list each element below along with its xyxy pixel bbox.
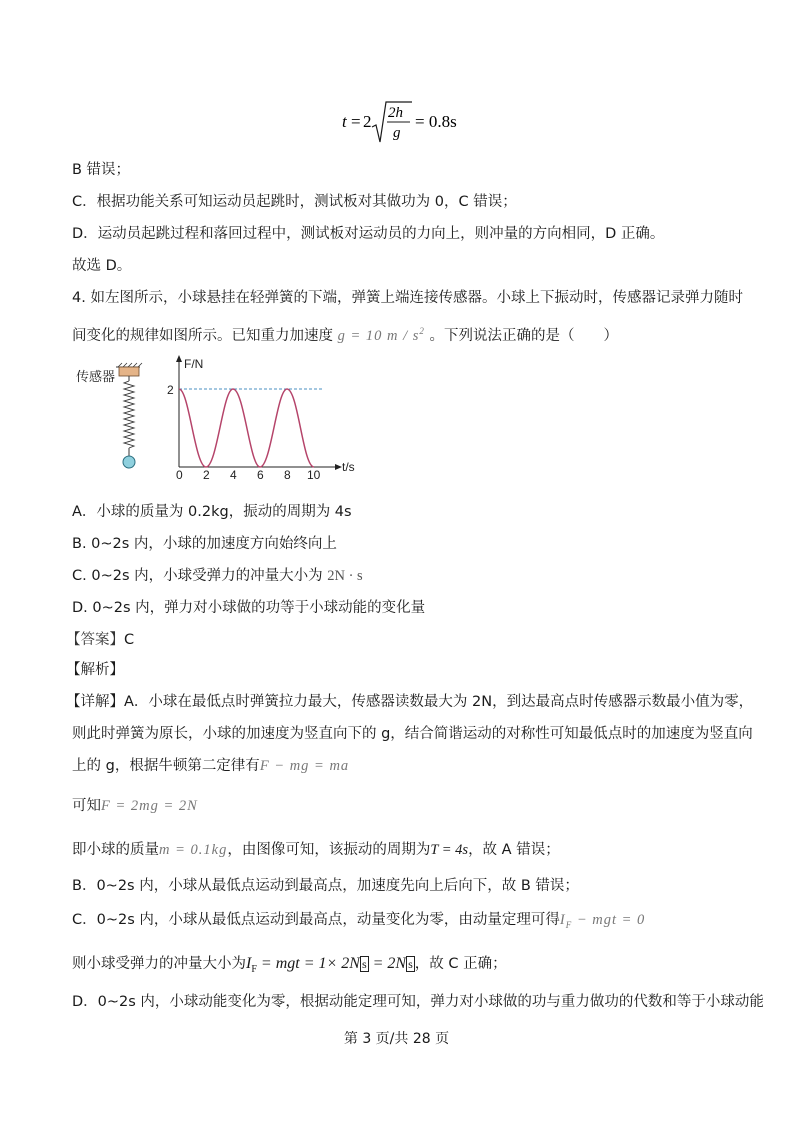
detail-line-7: C．0~2s 内，小球从最低点运动到最高点，动量变化为零，由动量定理可得$I_F$ − mgt = 0 xyxy=(72,912,646,930)
detail-line-6: B．0~2s 内，小球从最低点运动到最高点，加速度先向上后向下，故 B 错误； xyxy=(72,878,579,894)
analysis-label: 【解析】 xyxy=(66,662,124,678)
time-formula xyxy=(342,100,462,146)
x-tick-2: 2 xyxy=(203,468,210,480)
option-c-math: 2N · s xyxy=(327,568,363,584)
detail-line-3: 上的 g，根据牛顿第二定律有F − mg = ma xyxy=(72,758,350,774)
y-tick-2: 2 xyxy=(167,383,174,397)
detail-line-4: 可知F = 2mg = 2N xyxy=(72,798,198,814)
x-axis-label: t/s xyxy=(342,460,355,474)
mass-value: m = 0.1kg xyxy=(159,842,228,858)
x-tick-0: 0 xyxy=(176,468,183,480)
question-prompt: 。下列说法正确的是（ ） xyxy=(429,327,619,344)
answer-value: C xyxy=(124,632,135,648)
page-number: 第 3 页/共 28 页 xyxy=(343,1031,450,1047)
x-tick-6: 6 xyxy=(257,468,264,480)
option-b: B. 0~2s 内，小球的加速度方向始终向上 xyxy=(72,536,337,552)
option-a: A．小球的质量为 0.2kg，振动的周期为 4s xyxy=(72,504,352,520)
y-axis-label: F/N xyxy=(184,357,204,371)
b-wrong-text: B 错误； xyxy=(72,162,131,178)
question-text: 间变化的规律如图所示。已知重力加速度 xyxy=(72,327,333,344)
ball xyxy=(123,456,135,468)
formula-denominator: g xyxy=(393,125,401,141)
answer-label: 【答案】 xyxy=(66,632,124,648)
momentum-theorem: $I_F$ − mgt = 0 xyxy=(559,912,646,930)
formula-result: = 0.8s xyxy=(415,112,457,131)
d-explanation: D．运动员起跳过程和落回过程中，测试板对运动员的力向上，则冲量的方向相同，D 正确。 xyxy=(72,226,665,242)
formula-coef: 2 xyxy=(363,112,372,131)
y-axis-arrow xyxy=(176,355,182,362)
newton-second-law: F − mg = ma xyxy=(259,758,350,774)
x-tick-8: 8 xyxy=(284,468,291,480)
detail-line-8: 则小球受弹力的冲量大小为$I_F$ = mgt = 1× 2N s = 2N s ，故 C 正确； xyxy=(72,955,507,976)
spring-coil xyxy=(124,381,134,448)
question-4-line1: 4. 如左图所示，小球悬挂在轻弹簧的下端，弹簧上端连接传感器。小球上下振动时，传感器记录弹力随时 xyxy=(72,290,743,306)
gravity-value: g = 10 m / $s^2$ xyxy=(337,326,425,344)
answer-line xyxy=(66,630,134,650)
formula-eq: = xyxy=(351,112,361,131)
option-d: D. 0~2s 内，弹力对小球做的功等于小球动能的变化量 xyxy=(72,600,426,616)
formula-lhs: t xyxy=(342,112,347,131)
force-equation: F = 2mg = 2N xyxy=(101,798,198,814)
detail-line-9: D．0~2s 内，小球动能变化为零，根据动能定理可知，弹力对小球做的功与重力做功的代数和等于小球动能 xyxy=(72,994,764,1010)
formula-numerator: 2h xyxy=(388,105,403,121)
option-c-text: C. 0~2s 内，小球受弹力的冲量大小为 xyxy=(72,568,323,584)
detail-line-2: 则此时弹簧为原长，小球的加速度为竖直向下的 g，结合简谐运动的对称性可知最低点时的加速度为竖直向 xyxy=(72,726,753,742)
sensor-box xyxy=(119,367,139,376)
choose-d: 故选 D。 xyxy=(72,258,132,274)
x-axis-arrow xyxy=(335,464,342,470)
force-curve xyxy=(179,389,314,467)
c-explanation: C．根据功能关系可知运动员起跳时，测试板对其做功为 0，C 错误； xyxy=(72,194,517,210)
sensor-label: 传感器 xyxy=(76,370,116,385)
period-value: T = 4s xyxy=(430,842,469,858)
question-4-line2 xyxy=(72,321,618,346)
detail-line-5: 即小球的质量m = 0.1kg，由图像可知，该振动的周期为T = 4s，故 A 错误； xyxy=(72,842,560,858)
option-c xyxy=(72,566,363,586)
spring-force-figure xyxy=(72,355,372,480)
detail-line-1: 【详解】A．小球在最低点时弹簧拉力最大，传感器读数最大为 2N，到达最高点时传感器示数最小值为零， xyxy=(66,694,754,710)
impulse-equation: $I_F$ = mgt = 1× 2N s = 2N s xyxy=(246,955,413,976)
x-tick-10: 10 xyxy=(307,468,321,480)
x-tick-4: 4 xyxy=(230,468,237,480)
ceiling-hatch xyxy=(118,363,142,367)
